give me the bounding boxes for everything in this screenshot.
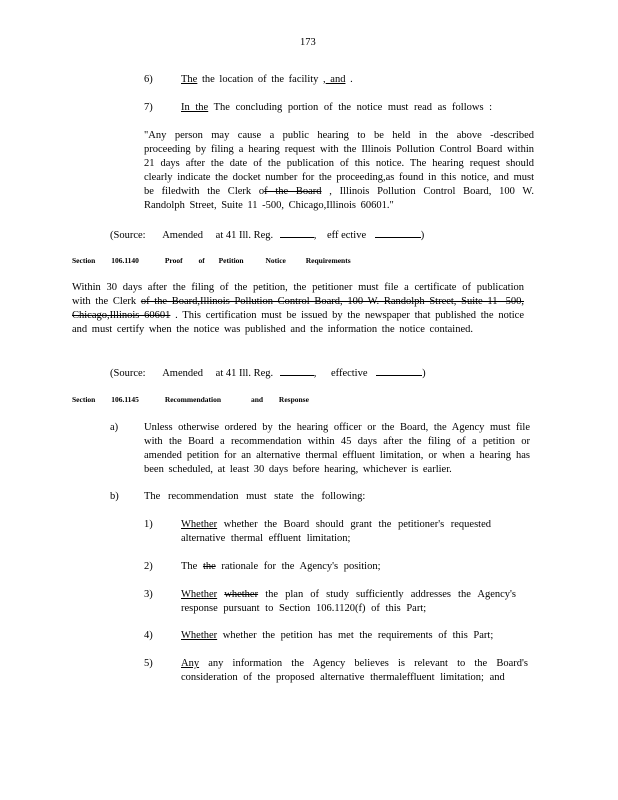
item-b5-text <box>181 657 528 685</box>
b5-rest: any information the Agency believes is relevant to the Board's consideration of the proposed alternative thermaleffluent limitation; and <box>181 658 528 683</box>
source-note-1 <box>110 227 424 243</box>
item-b2-number: 2) <box>144 561 153 572</box>
effective-blank <box>375 227 421 238</box>
item-b2-text <box>181 560 381 574</box>
subsection-b-text: The recommendation must state the following: <box>144 491 366 502</box>
source-at: at 41 Ill. Reg. <box>215 368 274 379</box>
b1-rest: whether the Board should grant the petitioner's requested alternative thermal effluent limitation; <box>181 519 491 544</box>
b3-rest: the plan of study sufficiently addresses the Agency's response pursuant to Section 106.1120(f) of this Part; <box>181 589 517 614</box>
b2-pre: The <box>181 561 203 572</box>
item-b4-number: 4) <box>144 630 153 641</box>
b2-struck: the <box>202 561 216 572</box>
source-close: ) <box>422 368 426 379</box>
heading-word: of <box>198 256 205 265</box>
source-effective: eff ective <box>326 230 367 241</box>
section-1145-heading <box>72 395 309 405</box>
quote-struck: f the Board <box>264 186 322 197</box>
heading-word: Petition <box>218 256 244 265</box>
section-1140-heading <box>72 256 351 266</box>
reg-blank <box>280 227 314 238</box>
section-number: 106.1145 <box>111 395 139 404</box>
item-7-rest: The concluding portion of the notice must read as follows : <box>208 102 493 113</box>
section-label: Section <box>72 395 96 404</box>
item-7-text <box>181 101 492 115</box>
item-6-number: 6) <box>144 74 153 85</box>
item-b1-number: 1) <box>144 519 153 530</box>
item-6-and: and <box>325 74 346 85</box>
item-b5-number: 5) <box>144 658 153 669</box>
quote-after: , Illinois Pollution Control Board, 100 W. Randolph Street, Suite 11 -500, Chicago,Illinois 60601." <box>144 186 534 211</box>
source-comma: , <box>313 230 317 241</box>
section-1140-body <box>72 281 524 337</box>
effective-blank <box>376 365 422 376</box>
b3-struck: whether <box>224 589 259 600</box>
section-number: 106.1140 <box>111 256 139 265</box>
source-comma: , <box>313 368 317 379</box>
item-6-inserted: The <box>181 74 198 85</box>
source-open: (Source: <box>110 230 146 241</box>
b3-inserted: Whether <box>181 589 218 600</box>
item-b3-number: 3) <box>144 589 153 600</box>
section-label: Section <box>72 256 96 265</box>
source-close: ) <box>420 230 425 241</box>
heading-word: and <box>250 395 264 404</box>
heading-word: Requirements <box>305 256 351 265</box>
page-number: 173 <box>300 37 316 48</box>
b5-inserted: Any <box>181 658 200 669</box>
body-before: Within 30 days after the filing of the petition, the petitioner must file a certificate of publication with the Clerk <box>72 282 524 307</box>
source-note-2 <box>110 365 426 381</box>
item-6-text <box>181 73 353 87</box>
item-b1-text <box>181 518 491 546</box>
subsection-a-label: a) <box>110 422 119 433</box>
quoted-notice <box>144 129 534 213</box>
body-after: . This certification must be issued by the newspaper that published the notice and must certify when the notice was published and the information the notice contained. <box>72 310 524 335</box>
item-b3-text <box>181 588 516 616</box>
b4-inserted: Whether <box>181 630 218 641</box>
subsection-b-label: b) <box>110 491 119 502</box>
body-struck: of the Board,Illinois Pollution Control Board, 100 W. Randolph Street, Suite 11 -500, Chicago,Illinois 60601 <box>72 296 525 321</box>
b4-rest: whether the petition has met the requirements of this Part; <box>217 630 494 641</box>
source-open: (Source: <box>110 368 146 379</box>
item-7-inserted: In the <box>181 102 209 113</box>
item-7-number: 7) <box>144 102 153 113</box>
source-effective: effective <box>330 368 368 379</box>
source-amended: Amended <box>162 230 204 241</box>
heading-word: Proof <box>164 256 183 265</box>
heading-word: Recommendation <box>164 395 222 404</box>
b2-rest: rationale for the Agency's position; <box>215 561 381 572</box>
source-amended: Amended <box>162 368 204 379</box>
source-at: at 41 Ill. Reg. <box>215 230 274 241</box>
item-b4-text <box>181 629 493 643</box>
heading-word: Notice <box>265 256 286 265</box>
item-6-rest: the location of the facility , <box>197 74 326 85</box>
b1-inserted: Whether <box>181 519 218 530</box>
heading-word: Response <box>278 395 309 404</box>
reg-blank <box>280 365 314 376</box>
subsection-a-text: Unless otherwise ordered by the hearing officer or the Board, the Agency must file with the Board a recommendation within 45 days after the filing of a petition or amended petition for an alternative thermal effluent limitation, or when a hearing has been scheduled, at least 30 days before hearing, whichever is earlier. <box>144 422 530 475</box>
quote-before: "Any person may cause a public hearing to be held in the above -described proceeding by filing a hearing request with the Illinois Pollution Control Board within 21 days after the date of the publication of this notice. The hearing request should clearly indicate the docket number for the proceeding,as found in this notice, and must be filedwith the Clerk o <box>144 130 534 197</box>
item-6-tail: . <box>345 74 353 85</box>
